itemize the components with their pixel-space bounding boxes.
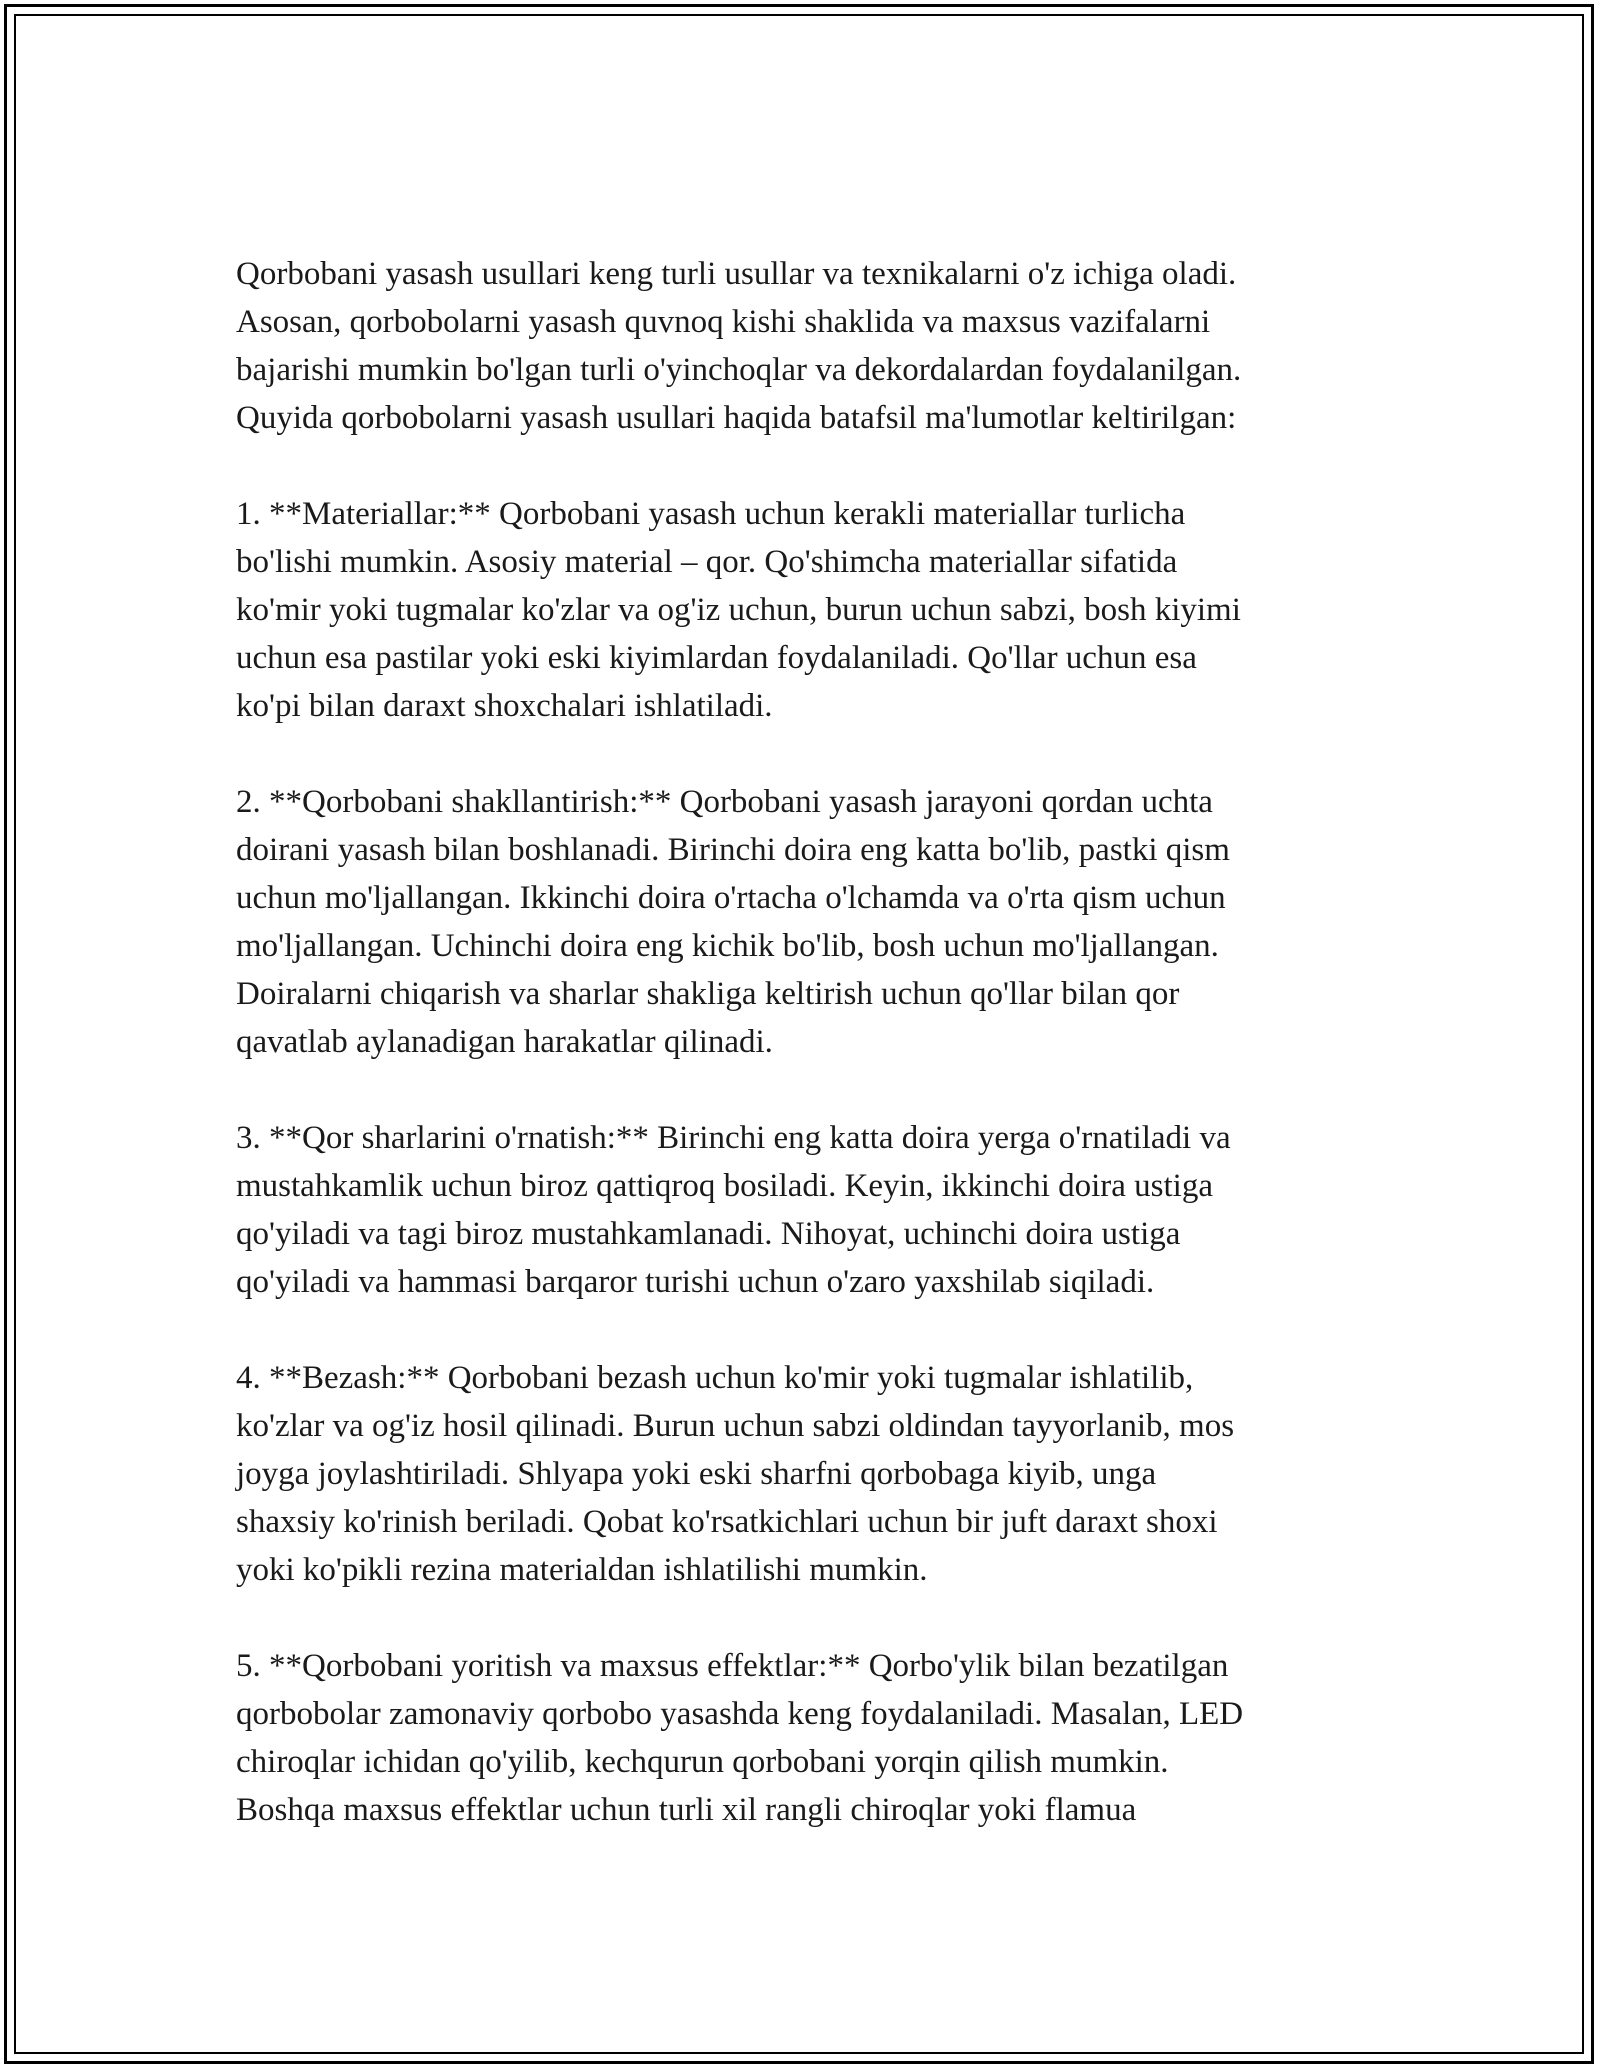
text-line: mo'ljallangan. Uchinchi doira eng kichik bo'lib, bosh uchun mo'ljallangan. — [236, 928, 1219, 964]
text-line: bajarishi mumkin bo'lgan turli o'yinchoqlar va dekordalardan foydalanilgan. — [236, 352, 1242, 388]
text-line: 1. **Materiallar:** Qorbobani yasash uchun kerakli materiallar turlicha — [236, 496, 1186, 532]
paragraph-intro — [236, 250, 1366, 442]
paragraph-decorating — [236, 1354, 1366, 1594]
paragraph-installing — [236, 1114, 1366, 1306]
text-line: Boshqa maxsus effektlar uchun turli xil rangli chiroqlar yoki flamua — [236, 1792, 1137, 1828]
text-line: shaxsiy ko'rinish beriladi. Qobat ko'rsatkichlari uchun bir juft daraxt shoxi — [236, 1504, 1218, 1540]
text-line: ko'pi bilan daraxt shoxchalari ishlatiladi. — [236, 688, 773, 724]
text-line: yoki ko'pikli rezina materialdan ishlatilishi mumkin. — [236, 1552, 928, 1588]
text-line: Qorbobani yasash usullari keng turli usullar va texnikalarni o'z ichiga oladi. — [236, 256, 1237, 292]
text-line: chiroqlar ichidan qo'yilib, kechqurun qorbobani yorqin qilish mumkin. — [236, 1744, 1169, 1780]
text-line: Doiralarni chiqarish va sharlar shakliga keltirish uchun qo'llar bilan qor — [236, 976, 1180, 1012]
text-line: mustahkamlik uchun biroz qattiqroq bosiladi. Keyin, ikkinchi doira ustiga — [236, 1168, 1213, 1204]
document-body — [236, 250, 1366, 1834]
text-line: Asosan, qorbobolarni yasash quvnoq kishi shaklida va maxsus vazifalarni — [236, 304, 1211, 340]
text-line: qorbobolar zamonaviy qorbobo yasashda keng foydalaniladi. Masalan, LED — [236, 1696, 1244, 1732]
text-line: 3. **Qor sharlarini o'rnatish:** Birinchi eng katta doira yerga o'rnatiladi va — [236, 1120, 1231, 1156]
paragraph-shaping — [236, 778, 1366, 1066]
text-line: uchun esa pastilar yoki eski kiyimlardan foydalaniladi. Qo'llar uchun esa — [236, 640, 1197, 676]
text-line: 2. **Qorbobani shakllantirish:** Qorbobani yasash jarayoni qordan uchta — [236, 784, 1213, 820]
paragraph-materials — [236, 490, 1366, 730]
text-line: qo'yiladi va hammasi barqaror turishi uchun o'zaro yaxshilab siqiladi. — [236, 1264, 1155, 1300]
text-line: 5. **Qorbobani yoritish va maxsus effektlar:** Qorbo'ylik bilan bezatilgan — [236, 1648, 1229, 1684]
text-line: qavatlab aylanadigan harakatlar qilinadi. — [236, 1024, 773, 1060]
text-line: 4. **Bezash:** Qorbobani bezash uchun ko'mir yoki tugmalar ishlatilib, — [236, 1360, 1194, 1396]
text-line: qo'yiladi va tagi biroz mustahkamlanadi. Nihoyat, uchinchi doira ustiga — [236, 1216, 1181, 1252]
paragraph-lighting — [236, 1642, 1366, 1834]
text-line: bo'lishi mumkin. Asosiy material – qor. Qo'shimcha materiallar sifatida — [236, 544, 1178, 580]
text-line: joyga joylashtiriladi. Shlyapa yoki eski sharfni qorbobaga kiyib, unga — [236, 1456, 1157, 1492]
text-line: uchun mo'ljallangan. Ikkinchi doira o'rtacha o'lchamda va o'rta qism uchun — [236, 880, 1226, 916]
text-line: ko'mir yoki tugmalar ko'zlar va og'iz uchun, burun uchun sabzi, bosh kiyimi — [236, 592, 1241, 628]
text-line: doirani yasash bilan boshlanadi. Birinchi doira eng katta bo'lib, pastki qism — [236, 832, 1230, 868]
text-line: ko'zlar va og'iz hosil qilinadi. Burun uchun sabzi oldindan tayyorlanib, mos — [236, 1408, 1235, 1444]
text-line: Quyida qorbobolarni yasash usullari haqida batafsil ma'lumotlar keltirilgan: — [236, 400, 1237, 436]
